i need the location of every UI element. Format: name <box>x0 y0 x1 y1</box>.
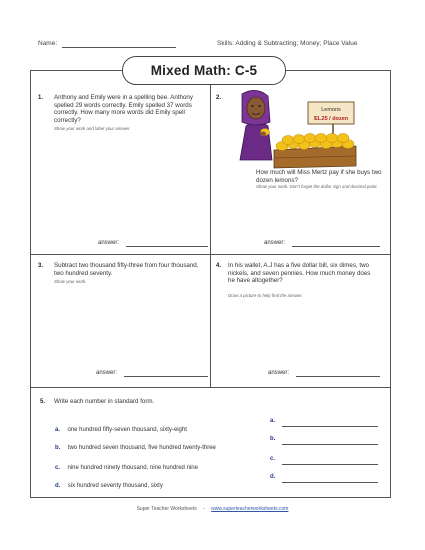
q5-item-d <box>55 474 385 492</box>
page-title: Mixed Math: C-5 <box>150 63 258 78</box>
row-divider-2 <box>30 387 391 388</box>
q1-answer-label: answer: <box>98 240 120 246</box>
q5-item-letter: b. <box>55 445 61 451</box>
name-field-line[interactable] <box>62 47 176 48</box>
title-pill <box>122 56 286 85</box>
skills-label: Skills: Adding & Subtracting; Money; Place Value <box>217 40 358 47</box>
footer <box>0 506 425 512</box>
q5-blank-letter: c. <box>270 456 276 462</box>
q5-text: Write each number in standard form. <box>54 398 155 405</box>
q3-number: 3. <box>38 263 44 269</box>
q5-item-letter: d. <box>55 483 61 489</box>
q5-item-a <box>55 418 385 436</box>
q1-text: Anthony and Emily were in a spelling bee. Anthony spelled 29 words correctly. Emily spelled 37 words correctly. How many more words did Emily spell correctly? <box>54 94 193 124</box>
q2-text: How much will Miss Mertz pay if she buys two dozen lemons? <box>256 169 382 184</box>
column-divider <box>210 85 211 387</box>
shopkeeper-illustration <box>232 88 362 170</box>
q1-hint: Show your work and label your answer. <box>54 126 131 131</box>
shopkeeper-icon <box>240 90 272 160</box>
q5-blank-letter: d. <box>270 474 276 480</box>
q5-item-b <box>55 436 385 454</box>
q5-item-c <box>55 456 385 474</box>
q4-hint: Draw a picture to help find the answer. <box>228 293 303 298</box>
q1-number: 1. <box>38 95 44 101</box>
q5-answer-line-b[interactable] <box>282 444 378 445</box>
q4-answer-line[interactable] <box>296 376 380 377</box>
q3-text: Subtract two thousand fifty-three from four thousand, two hundred seventy. <box>54 262 199 277</box>
q2-hint: Show your work. Don't forget the dollar sign and decimal point. <box>256 184 378 189</box>
q5-item-text: nine hundred ninety thousand, nine hundred nine <box>67 465 198 471</box>
footer-brand: Super Teacher Worksheets <box>136 506 197 512</box>
q5-item-text: six hundred seventy thousand, sixty <box>67 483 163 489</box>
q2-answer-line[interactable] <box>292 246 380 247</box>
q2-answer-label: answer: <box>264 240 286 246</box>
lemon-crate-icon <box>274 134 356 169</box>
q5-item-text: two hundred seven thousand, five hundred twenty-three <box>67 445 216 451</box>
q5-blank-letter: a. <box>270 418 276 424</box>
q4-text: In his wallet, A.J has a five dollar bill, six dimes, two nickels, and seven pennies. How much money does he have altogether? <box>228 262 371 284</box>
sign-line-1: Lemons <box>321 107 341 113</box>
q3-answer-line[interactable] <box>124 376 208 377</box>
q3-hint: Show your work. <box>54 279 87 284</box>
q1-answer-line[interactable] <box>126 246 208 247</box>
q5-item-letter: a. <box>55 427 61 433</box>
q4-number: 4. <box>216 263 222 269</box>
footer-separator: - <box>203 506 205 512</box>
q3-answer-label: answer: <box>96 370 118 376</box>
name-label: Name: <box>38 40 58 47</box>
q5-answer-line-d[interactable] <box>282 482 378 483</box>
q5-blank-letter: b. <box>270 436 276 442</box>
sign-line-2: $1.25 / dozen <box>313 116 349 122</box>
q5-item-text: one hundred fifty-seven thousand, sixty-eight <box>67 427 187 433</box>
q5-answer-line-c[interactable] <box>282 464 378 465</box>
q5-answer-line-a[interactable] <box>282 426 378 427</box>
q5-item-letter: c. <box>55 465 61 471</box>
q5-number: 5. <box>40 399 46 405</box>
row-divider-1 <box>30 254 391 255</box>
footer-link[interactable]: www.superteacherworksheets.com <box>211 506 289 512</box>
q4-answer-label: answer: <box>268 370 290 376</box>
q2-number: 2. <box>216 95 222 101</box>
